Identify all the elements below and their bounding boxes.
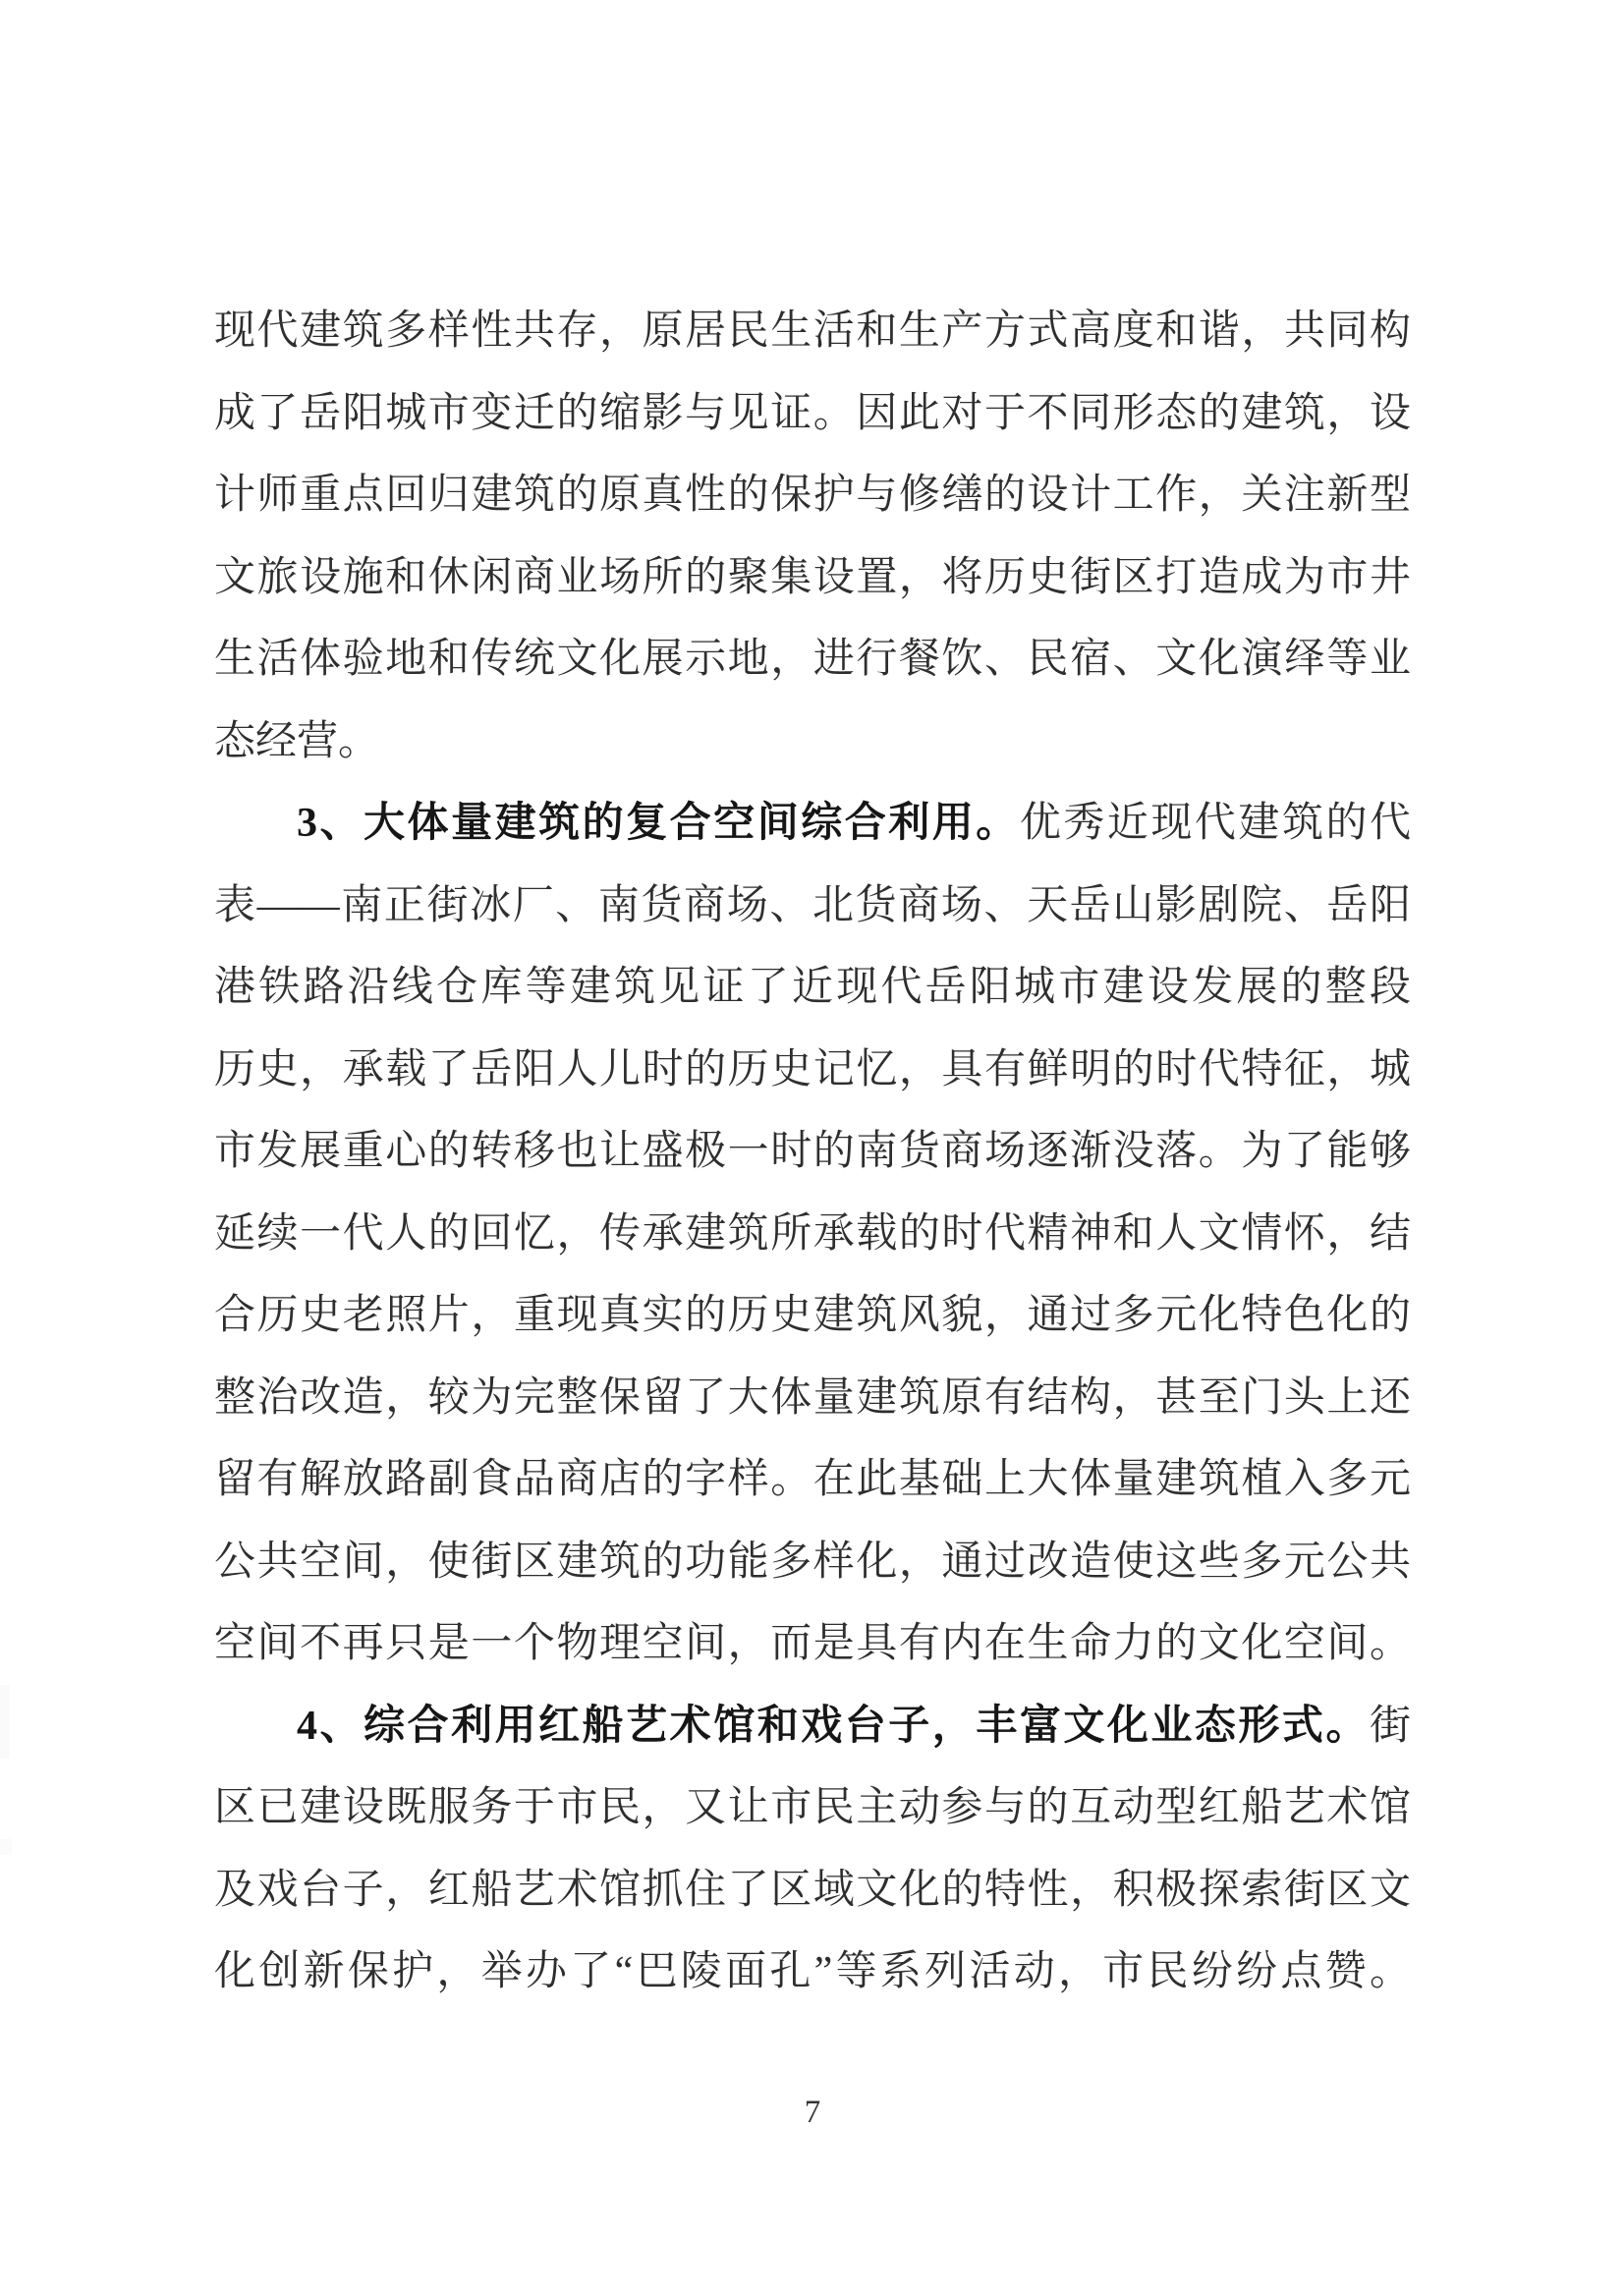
scan-artifact [0,1685,10,1759]
page-number: 7 [804,2095,821,2130]
text-line: 及戏台子，红船艺术馆抓住了区域文化的特性，积极探索街区文 [214,1867,1411,1913]
text-line: 表——南正街冰厂、南货商场、北货商场、天岳山影剧院、岳阳 [214,882,1411,928]
text-line: 化创新保护，举办了“巴陵面孔”等系列活动，市民纷纷点赞。 [214,1949,1411,1994]
section-heading-line [214,783,1411,866]
text-line: 历史，承载了岳阳人儿时的历史记忆，具有鲜明的时代特征，城 [214,1046,1411,1092]
paragraph-end-line: 态经营。 [214,718,380,764]
text-line: 留有解放路副食品商店的字样。在此基础上大体量建筑植入多元 [214,1457,1411,1502]
section-heading-rest: 优秀近现代建筑的代 [1019,801,1411,846]
text-line: 空间不再只是一个物理空间，而是具有内在生命力的文化空间。 [214,1621,1411,1666]
scan-artifact [0,1839,12,1855]
text-line: 公共空间，使街区建筑的功能多样化，通过改造使这些多元公共 [214,1539,1411,1585]
text-line: 市发展重心的转移也让盛极一时的南货商场逐渐没落。为了能够 [214,1129,1411,1174]
text-line: 区已建设既服务于市民，又让市民主动参与的互动型红船艺术馆 [214,1785,1411,1830]
text-line: 生活体验地和传统文化展示地，进行餐饮、民宿、文化演绎等业 [214,637,1411,682]
text-line: 港铁路沿线仓库等建筑见证了近现代岳阳城市建设发展的整段 [214,965,1411,1010]
section-heading-bold: 3、大体量建筑的复合空间综合利用。 [297,801,1020,846]
section-heading-rest: 街 [1369,1703,1411,1749]
text-line: 延续一代人的回忆，传承建筑所承载的时代精神和人文情怀，结 [214,1210,1411,1257]
text-line: 整治改造，较为完整保留了大体量建筑原有结构，甚至门头上还 [214,1374,1411,1421]
text-line: 现代建筑多样性共存，原居民生活和生产方式高度和谐，共同构 [214,308,1411,354]
text-line: 计师重点回归建筑的原真性的保护与修缮的设计工作，关注新型 [214,473,1411,518]
text-line: 文旅设施和休闲商业场所的聚集设置，将历史街区打造成为市井 [214,554,1411,600]
section-heading-line [214,1686,1411,1768]
document-body [214,291,1411,2014]
text-line: 合历史老照片，重现真实的历史建筑风貌，通过多元化特色化的 [214,1293,1411,1338]
section-heading-bold: 4、综合利用红船艺术馆和戏台子，丰富文化业态形式。 [297,1703,1370,1749]
text-line: 成了岳阳城市变迁的缩影与见证。因此对于不同形态的建筑，设 [214,390,1411,436]
